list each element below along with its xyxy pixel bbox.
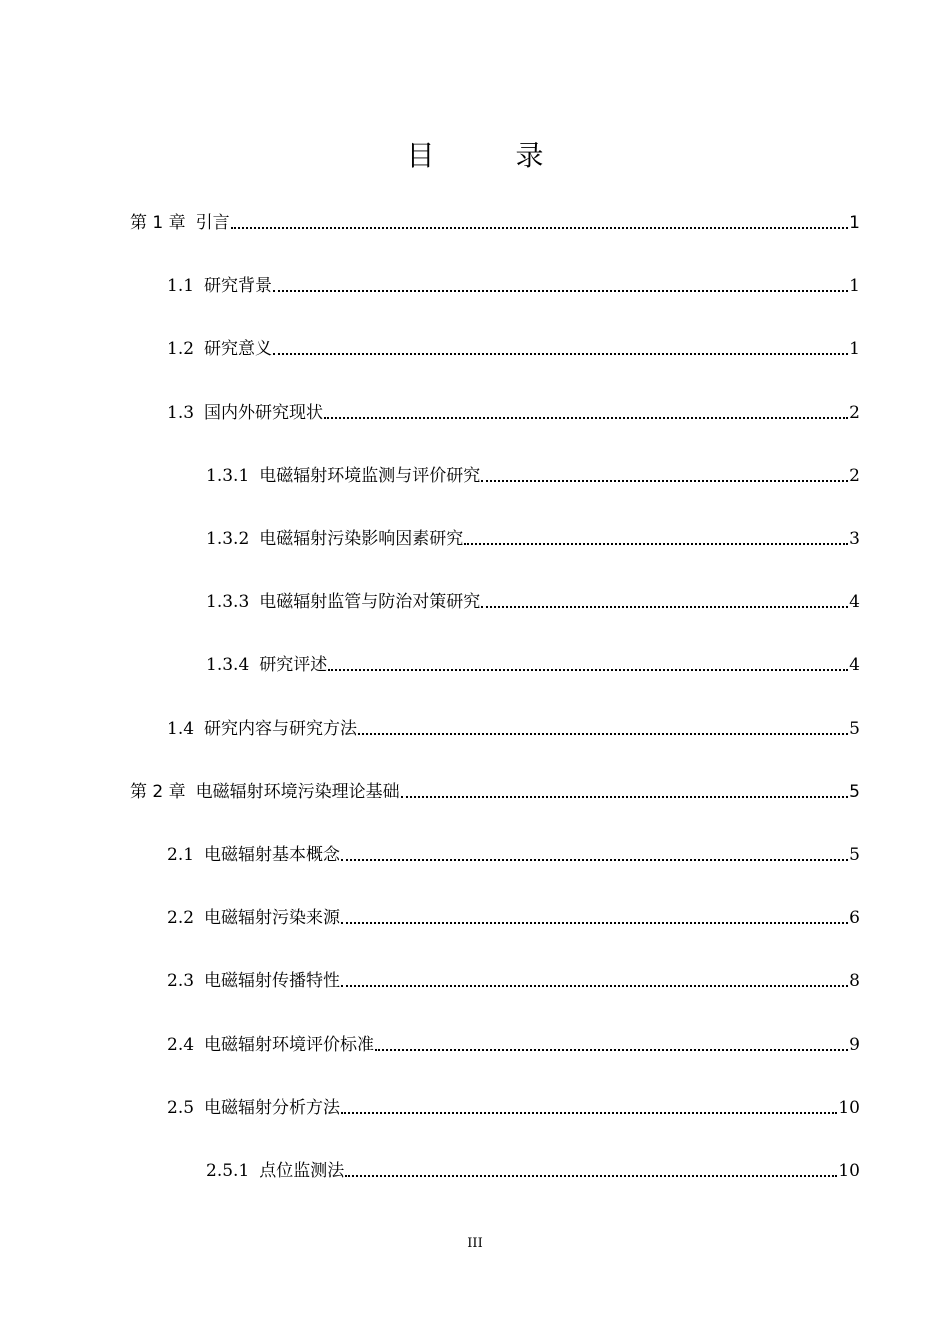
toc-entry-page: 6 (849, 908, 860, 929)
toc-entry-title: 国内外研究现状 (204, 402, 324, 423)
toc-entry-title: 电磁辐射传播特性 (204, 971, 341, 992)
toc-entry-page: 5 (849, 718, 860, 739)
toc-entry[interactable] (130, 204, 860, 234)
toc-entry-number: 1.3.3 (206, 592, 250, 613)
toc-dot-leader (481, 480, 848, 482)
toc-entry-page: 5 (849, 845, 860, 865)
toc-entry-title: 电磁辐射基本概念 (204, 845, 341, 865)
toc-dot-leader (324, 417, 848, 419)
toc-entry-number: 2.5 (167, 1097, 195, 1118)
toc-dot-leader (341, 1112, 837, 1114)
toc-entry-title: 电磁辐射环境监测与评价研究 (259, 465, 481, 486)
toc-entry-title: 研究评述 (259, 655, 328, 676)
toc-entry-number: 2.5.1 (206, 1161, 250, 1181)
toc-entry[interactable] (206, 583, 860, 613)
toc-entry[interactable] (206, 457, 860, 487)
toc-entry-page: 5 (849, 781, 860, 802)
toc-entry-title: 电磁辐射监管与防治对策研究 (259, 592, 481, 613)
toc-entry-title: 电磁辐射分析方法 (204, 1097, 341, 1118)
toc-dot-leader (401, 796, 849, 798)
page-number-footer: III (467, 1236, 483, 1251)
toc-dot-leader (464, 543, 848, 545)
toc-dot-leader (341, 859, 848, 861)
toc-dot-leader (345, 1175, 837, 1177)
toc-entry-number: 1.4 (167, 718, 195, 739)
toc-entry-number: 1.3.1 (206, 465, 250, 486)
toc-entry[interactable] (167, 330, 860, 360)
toc-entry[interactable] (206, 646, 860, 676)
toc-entry-page: 9 (849, 1034, 860, 1055)
toc-entry-number: 1.1 (167, 276, 195, 297)
toc-entry-page: 1 (849, 339, 860, 360)
toc-entry-title: 电磁辐射污染影响因素研究 (259, 529, 464, 549)
toc-entry[interactable] (167, 836, 860, 866)
toc-entry[interactable] (167, 899, 860, 929)
page-title: 目 录 (406, 139, 580, 172)
toc-entry-page: 4 (849, 655, 860, 676)
toc-dot-leader (273, 290, 848, 292)
toc-entry-page: 2 (849, 402, 860, 423)
toc-entry[interactable] (167, 267, 860, 297)
toc-dot-leader (231, 227, 849, 229)
toc-entry-number: 1.3 (167, 402, 195, 423)
toc-entry-number: 2.1 (167, 845, 195, 865)
toc-entry[interactable] (130, 773, 860, 803)
toc-entry-number: 2.2 (167, 908, 195, 929)
toc-entry-title: 电磁辐射环境污染理论基础 (195, 781, 400, 802)
toc-entry-page: 3 (849, 529, 860, 549)
toc-entry-page: 4 (849, 592, 860, 613)
toc-entry[interactable] (167, 710, 860, 740)
toc-entry-title: 电磁辐射污染来源 (204, 908, 341, 929)
toc-entry-number: 第 2 章 (130, 781, 186, 802)
toc-dot-leader (358, 733, 848, 735)
toc-dot-leader (375, 1049, 848, 1051)
toc-entry-number: 1.2 (167, 339, 195, 360)
toc-entry-page: 1 (849, 213, 860, 233)
toc-entry-title: 研究内容与研究方法 (204, 718, 358, 739)
toc-dot-leader (481, 606, 848, 608)
toc-entry[interactable] (206, 520, 860, 550)
toc-entry-number: 1.3.2 (206, 529, 250, 549)
toc-entry[interactable] (206, 1152, 860, 1182)
toc-entry-number: 2.3 (167, 971, 195, 992)
toc-entry-title: 电磁辐射环境评价标准 (204, 1034, 375, 1055)
toc-entry-title: 研究意义 (204, 339, 273, 360)
toc-entry-page: 10 (838, 1161, 860, 1181)
toc-entry-page: 2 (849, 465, 860, 486)
toc-entry[interactable] (167, 394, 860, 424)
toc-entry-page: 10 (838, 1097, 860, 1118)
toc-dot-leader (341, 922, 848, 924)
toc-entry-title: 点位监测法 (259, 1161, 345, 1181)
toc-dot-leader (341, 985, 848, 987)
toc-entry-title: 引言 (195, 213, 230, 233)
toc-entry-page: 1 (849, 276, 860, 297)
toc-entry-title: 研究背景 (204, 276, 273, 297)
toc-entry-number: 第 1 章 (130, 213, 186, 233)
toc-entry[interactable] (167, 1089, 860, 1119)
toc-entry-page: 8 (849, 971, 860, 992)
toc-dot-leader (273, 353, 848, 355)
toc-entry-number: 2.4 (167, 1034, 195, 1055)
toc-dot-leader (328, 669, 848, 671)
toc-entry-number: 1.3.4 (206, 655, 250, 676)
toc-entry[interactable] (167, 1026, 860, 1056)
toc-entry[interactable] (167, 962, 860, 992)
